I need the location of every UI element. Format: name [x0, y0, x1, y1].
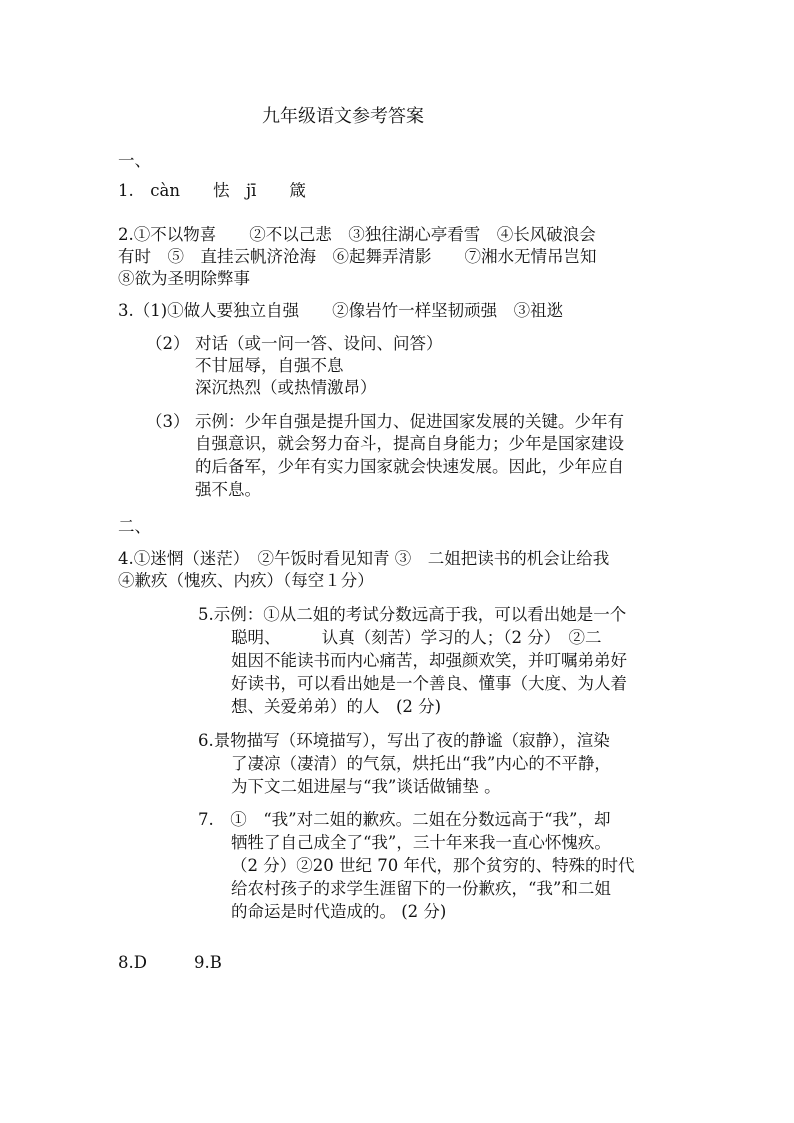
- answer-6-line: 6.景物描写（环境描写），写出了夜的静谧（寂静），渲染: [198, 731, 610, 750]
- answer-2-line-1: 2.①不以物喜 ②不以己悲 ③独往湖心亭看雪 ④长风破浪会: [118, 225, 596, 244]
- answer-6-line: 了凄凉（凄清）的气氛，烘托出“我”内心的不平静，: [231, 754, 611, 773]
- answer-5-line: 好读书，可以看出她是一个善良、懂事（大度、为人着: [231, 674, 627, 693]
- answer-3-part-3-line: 示例：少年自强是提升国力、促进国家发展的关键。少年有: [195, 412, 624, 431]
- answer-7-line: （2 分）②20 世纪 70 年代，那个贫穷的、特殊的时代: [231, 856, 635, 875]
- answer-7-line: 牺牲了自己成全了“我”，三十年来我一直心怀愧疚。: [231, 833, 611, 852]
- answer-3-part-3-line: 自强意识，就会努力奋斗，提高自身能力；少年是国家建设: [195, 434, 624, 453]
- answer-7-line: 给农村孩子的求学生涯留下的一份歉疚，“我”和二姐: [231, 879, 611, 898]
- answer-5-line: 聪明、 认真（刻苦）学习的人；（2 分） ②二: [231, 628, 602, 647]
- section-2-heading: 二、: [118, 517, 151, 536]
- answer-2-line-3: ⑧欲为圣明除弊事: [118, 269, 250, 288]
- section-1-heading: 一、: [118, 151, 151, 170]
- answer-3-part-2-line: 深沉热烈（或热情激昂）: [195, 378, 377, 397]
- answer-3-part-3-label: （3）: [146, 412, 190, 431]
- answer-8: 8.D: [118, 953, 147, 972]
- answer-2-line-2: 有时 ⑤ 直挂云帆济沧海 ⑥起舞弄清影 ⑦湘水无情吊岂知: [118, 247, 597, 266]
- answer-3-part-2-line: 不甘屈辱，自强不息: [195, 356, 344, 375]
- answer-3-part-3-line: 强不息。: [195, 480, 261, 499]
- answer-6-line: 为下文二姐进屋与“我”谈话做铺垫 。: [231, 777, 501, 796]
- answer-5-line: 想、关爱弟弟）的人 (2 分): [231, 697, 442, 716]
- answer-7-line: 7. ① “我”对二姐的歉疚。二姐在分数远高于“我”，却: [198, 810, 611, 829]
- answer-7-line: 的命运是时代造成的。 (2 分): [231, 902, 447, 921]
- answer-3-part-2-line: 对话（或一问一答、设问、问答）: [195, 334, 443, 353]
- answer-3-part-1: 3.（1)①做人要独立自强 ②像岩竹一样坚韧顽强 ③祖逖: [118, 301, 564, 320]
- page-title: 九年级语文参考答案: [262, 106, 424, 127]
- answer-1: 1. càn 怯 jī 箴: [118, 181, 306, 200]
- answer-4-line-1: 4.①迷惘（迷茫） ②午饭时看见知青 ③ 二姐把读书的机会让给我: [118, 549, 610, 568]
- answer-3-part-2-label: （2）: [146, 334, 190, 353]
- answer-5-line: 5.示例：①从二姐的考试分数远高于我，可以看出她是一个: [198, 605, 627, 624]
- answer-3-part-3-line: 的后备军，少年有实力国家就会快速发展。因此，少年应自: [195, 457, 624, 476]
- answer-4-line-2: ④歉疚（愧疚、内疚）（每空１分）: [118, 571, 374, 590]
- answer-9: 9.B: [194, 953, 222, 972]
- answer-5-line: 姐因不能读书而内心痛苦，却强颜欢笑，并叮嘱弟弟好: [231, 651, 627, 670]
